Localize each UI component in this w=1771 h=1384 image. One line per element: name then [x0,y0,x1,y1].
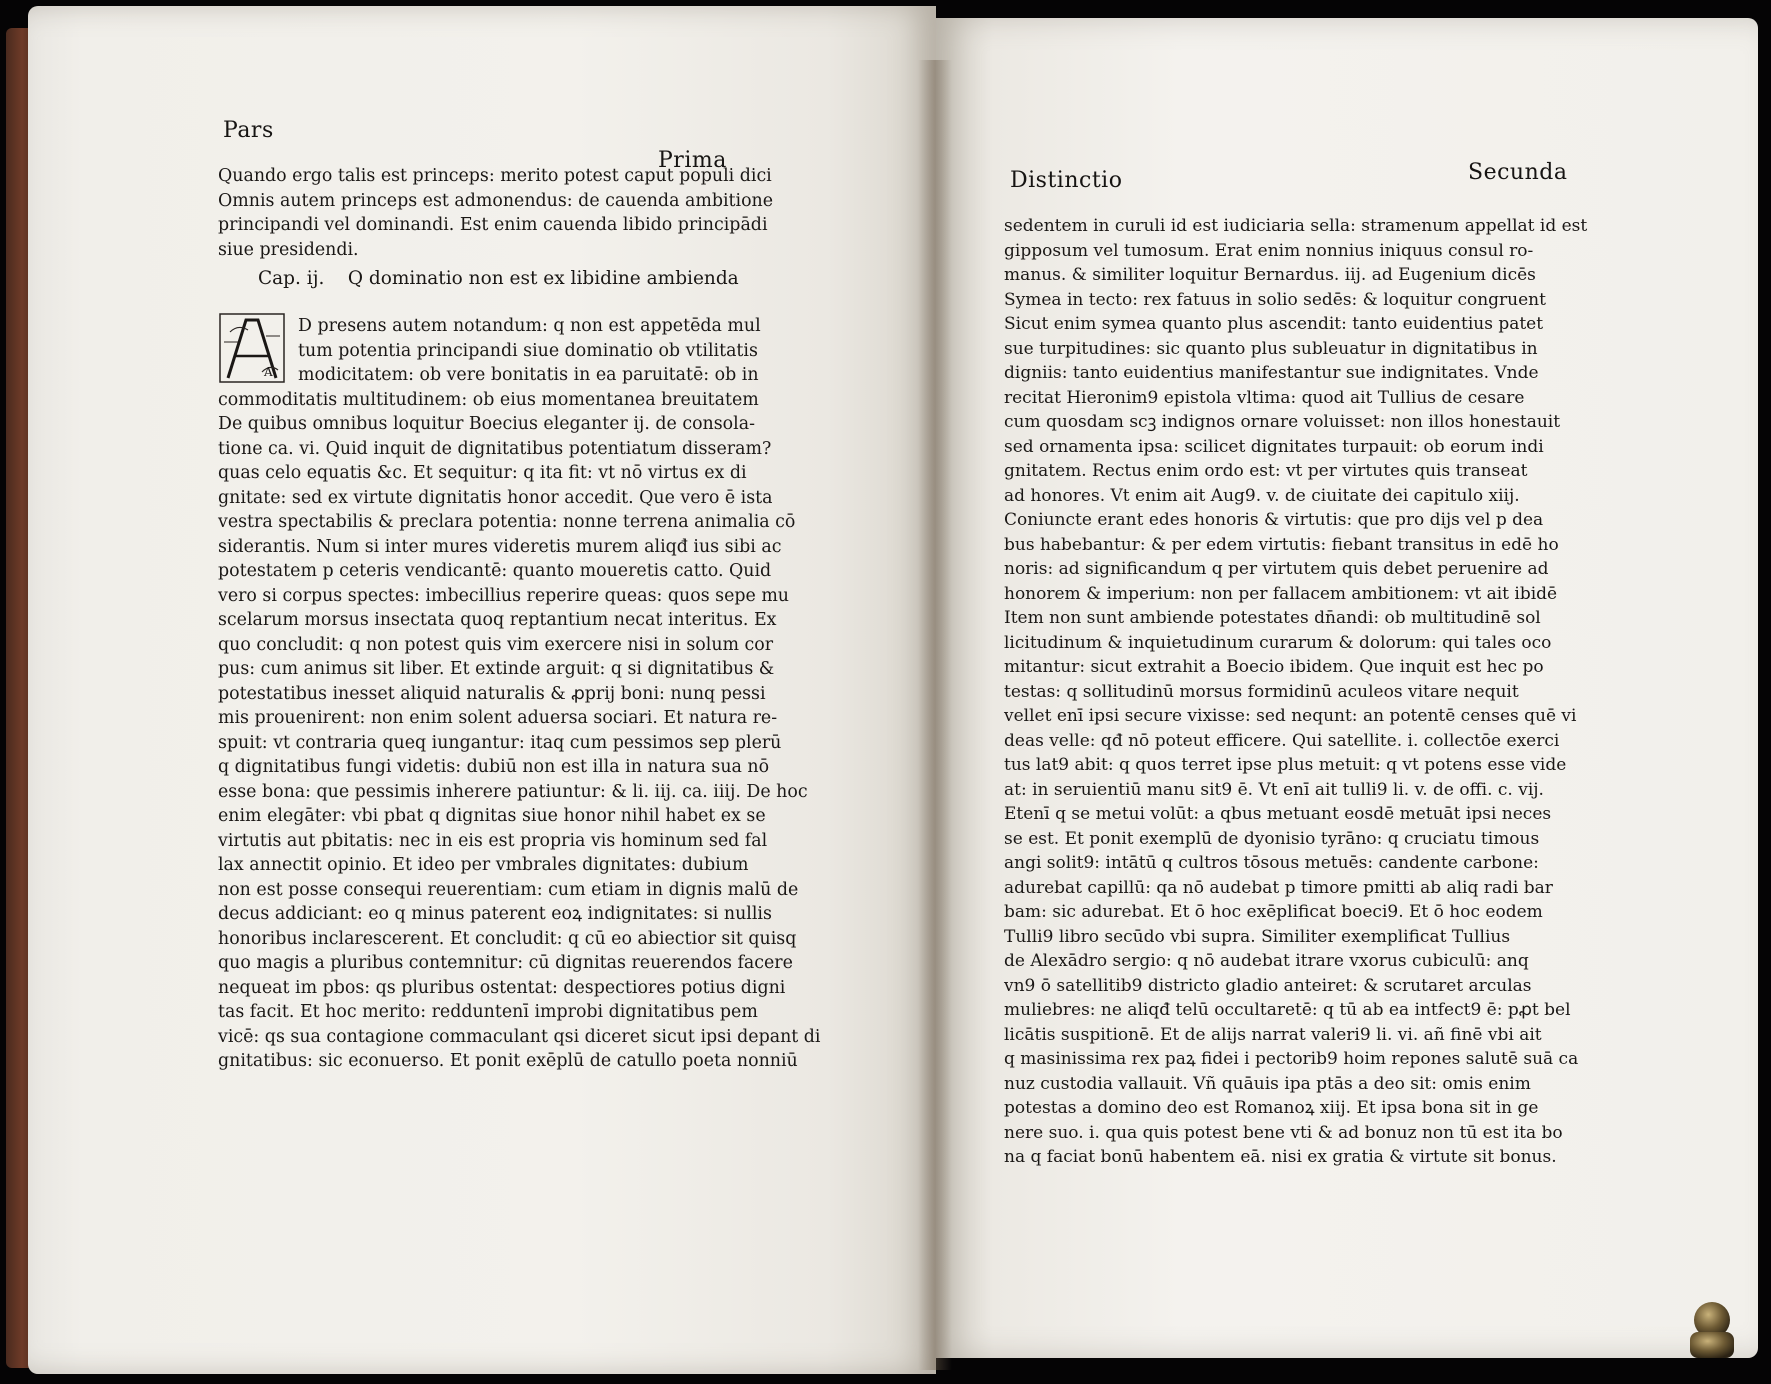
text-line: vestra spectabilis & preclara potentia: nonne terrena animalia cō [218,512,796,532]
text-line: licitudinum & inquietudinum curarum & dolorum: qui tales oco [1004,632,1552,653]
text-line: Tulli9 libro secūdo vbi supra. Similiter exemplificat Tullius [1004,926,1511,947]
text-line: na q faciat bonū habentem eā. nisi ex gratia & virtute sit bonus. [1004,1147,1557,1167]
initial-letter: A [264,365,273,379]
text-line: bam: sic adurebat. Et ō hoc exēplificat boeci9. Et ō hoc eodem [1004,902,1543,922]
text-line: gnitatem. Rectus enim ordo est: vt per virtutes quis transeat [1004,461,1528,481]
text-line: sed ornamenta ipsa: scilicet dignitates turpauit: ob eorum indi [1004,436,1544,457]
text-line: vellet enī ipsi secure vixisse: sed nequnt: an potentē censes quē vi [1004,706,1577,726]
text-line: De quibus omnibus loquitur Boecius eleganter ij. de consola- [218,414,755,434]
text-line: decus addiciant: eo q minus paterent eoꝝ indignitates: si nullis [218,904,772,924]
text-line: at: in seruientiū manu sit9 ē. Vt enī ait tulli9 li. v. de offi. c. vij. [1004,779,1544,800]
text-line: non est posse consequi reuerentiam: cum etiam in dignis malū de [218,879,799,900]
text-line: enim elegāter: vbi pbat q dignitas siue honor nihil habet ex se [218,806,766,826]
text-line: siue presidendi. [218,239,359,260]
chapter-title: Q dominatio non est ex libidine ambienda [347,268,739,289]
left-running-head-pars: Pars [223,118,274,143]
text-line: muliebres: ne aliqđ telū occultaretē: q tū ab ea intfect9 ē: pꝓt bel [1004,1000,1571,1020]
chapter-heading [258,268,739,289]
text-line: recitat Hieronim9 epistola vltima: quod ait Tullius de cesare [1004,387,1525,408]
text-line: Quando ergo talis est princeps: merito potest caput populi dici [218,166,772,186]
left-body-text [218,314,821,1074]
text-line: gnitatibus: sic econuerso. Et ponit exēplū de catullo poeta nonniū [218,1051,798,1071]
text-line: ad honores. Vt enim ait Aug9. v. de ciuitate dei capitulo xiij. [1004,485,1520,506]
text-line: cum quosdam scꝫ indignos ornare voluisset: non illos honestauit [1004,412,1561,432]
text-line: sue turpitudines: sic quanto plus subleuatur in dignitatibus in [1004,338,1538,359]
text-line: Item non sunt ambiende potestates dn̄andi: ob multitudinē sol [1004,608,1541,628]
left-intro-paragraph [218,164,773,262]
text-line: se est. Et ponit exemplū de dyonisio tyrāno: q cruciatu timous [1004,828,1540,849]
text-line: mis prouenirent: non enim solent aduersa sociari. Et natura re- [218,708,778,728]
text-line: potestas a domino deo est Romanoꝝ xiij. Et ipsa bona sit in ge [1004,1098,1539,1118]
text-line: quo magis a pluribus contemnitur: cū dignitas reuerendos facere [218,953,793,973]
right-page [936,18,1758,1358]
text-line: sedentem in curuli id est iudiciaria sella: stramenum appellat id est [1004,216,1588,236]
text-line: nere suo. i. qua quis potest bene vti & ad bonuz non tū est ita bo [1004,1122,1563,1143]
text-line: pus: cum animus sit liber. Et extinde arguit: q si dignitatibus & [218,659,775,679]
text-line: tus lat9 abit: q quos terret ipse plus metuit: q vt potens esse vide [1004,755,1567,775]
right-running-head-distinctio: Distinctio [1010,168,1123,193]
text-line: Etenī q se metui volūt: a qbus metuant eosdē metuāt ipsi neces [1004,804,1552,824]
text-line: gipposum vel tumosum. Erat enim nonnius iniquus consul ro- [1004,240,1534,261]
text-line: licātis suspitionē. Et de alijs narrat valeri9 li. vi. añ finē vbi ait [1004,1024,1542,1045]
text-line: noris: ad significandum q per virtutem quis debet peruenire ad [1004,559,1549,579]
text-line: potestatibus inesset aliquid naturalis & ꝓprij boni: nunq pessi [218,683,766,704]
text-line: de Alexādro sergio: q nō audebat itrare vxorus cubiculū: anq [1004,951,1529,971]
text-line: tum potentia principandi siue dominatio ob vtilitatis [298,340,758,361]
text-line: tione ca. vi. Quid inquit de dignitatibus potentiatum disseram? [218,438,772,459]
text-line: Omnis autem princeps est admonendus: de cauenda ambitione [218,190,774,211]
chapter-number: Cap. ij. [258,268,325,289]
text-line: quas celo equatis &c. Et sequitur: q ita fit: vt nō virtus ex di [218,463,747,483]
text-line: commoditatis multitudinem: ob eius momentanea breuitatem [218,389,759,410]
left-running-head-prima: Prima [658,148,727,173]
text-line: q dignitatibus fungi videtis: dubiū non est illa in natura sua nō [218,757,770,777]
text-line: scelarum morsus insectata quoq reptantium necat interitus. Ex [218,610,777,630]
text-line: honoribus inclarescerent. Et concludit: q cū eo abiectior sit quisq [218,928,797,949]
text-line: spuit: vt contraria queq iungantur: itaq cum pessimos sep plerū [218,732,782,753]
book-gutter [918,60,952,1370]
text-line: honorem & imperium: non per fallacem ambitionem: vt ait ibidē [1004,583,1558,604]
text-line: lax annectit opinio. Et ideo per vmbrales dignitates: dubium [218,855,749,875]
text-line: deas velle: qđ nō poteut efficere. Qui satellite. i. collectōe exerci [1004,730,1560,751]
text-line: quo concludit: q non potest quis vim exercere nisi in solum cor [218,634,774,655]
brass-weight-icon [1678,1298,1740,1358]
text-line: digniis: tanto euidentius manifestantur sue indignitates. Vnde [1004,363,1539,383]
text-line: virtutis aut pbitatis: nec in eis est propria vis hominum sed fal [218,830,768,851]
text-line: D presens autem notandum: q non est appetēda mul [298,316,761,336]
text-line: q masinissima rex paꝝ fidei i pectorib9 hoim repones salutē suā ca [1004,1049,1579,1069]
text-line: vicē: qs sua contagione commaculant qsi diceret sicut ipsi depant di [218,1026,821,1047]
text-line: Sicut enim symea quanto plus ascendit: tanto euidentius patet [1004,314,1544,334]
text-line: angi solit9: intātū q cultros tōsous metuēs: candente carbone: [1004,853,1539,873]
right-running-head-secunda: Secunda [1468,160,1568,185]
text-line: bus habebantur: & per edem virtutis: fiebant transitus in edē ho [1004,534,1559,555]
text-line: vero si corpus spectes: imbecillius reperire queas: quos sepe mu [218,585,790,606]
left-page [28,6,936,1374]
text-line: gnitate: sed ex virtute dignitatis honor accedit. Que vero ē ista [218,487,773,508]
text-line: adurebat capillū: qa nō audebat p timore pmitti ab aliq radi bar [1004,877,1553,898]
text-line: modicitatem: ob vere bonitatis in ea paruitatē: ob in [298,365,759,385]
text-line: esse bona: que pessimis inherere patiuntur: & li. iij. ca. iiij. De hoc [218,781,808,802]
right-body-text [1004,214,1587,1170]
text-line: nequeat im pbos: qs pluribus ostentat: despectiores potius digni [218,977,786,998]
text-line: Coniuncte erant edes honoris & virtutis: que pro dijs vel p dea [1004,510,1544,530]
text-line: potestatem p ceteris vendicantē: quanto moueretis catto. Quid [218,561,772,581]
text-line: siderantis. Num si inter mures videretis murem aliqđ ius sibi ac [218,536,782,557]
text-line: testas: q sollitudinū morsus formidinū aculeos vitare nequit [1004,681,1519,702]
text-line: tas facit. Et hoc merito: redduntenī improbi dignitatibus pem [218,1002,758,1022]
text-line: manus. & similiter loquitur Bernardus. iij. ad Eugenium dicēs [1004,265,1536,285]
text-line: vn9 ō satellitib9 districto gladio anteiret: & scrutaret arculas [1004,975,1532,996]
text-line: principandi vel dominandi. Est enim cauenda libido principādi [218,215,768,235]
text-line: mitantur: sicut extrahit a Boecio ibidem. Que inquit est hec po [1004,657,1544,677]
text-line: Symea in tecto: rex fatuus in solio sedēs: & loquitur congruent [1004,289,1546,310]
text-line: nuz custodia vallauit. Vñ quāuis ipa ptās a deo sit: omis enim [1004,1073,1531,1094]
